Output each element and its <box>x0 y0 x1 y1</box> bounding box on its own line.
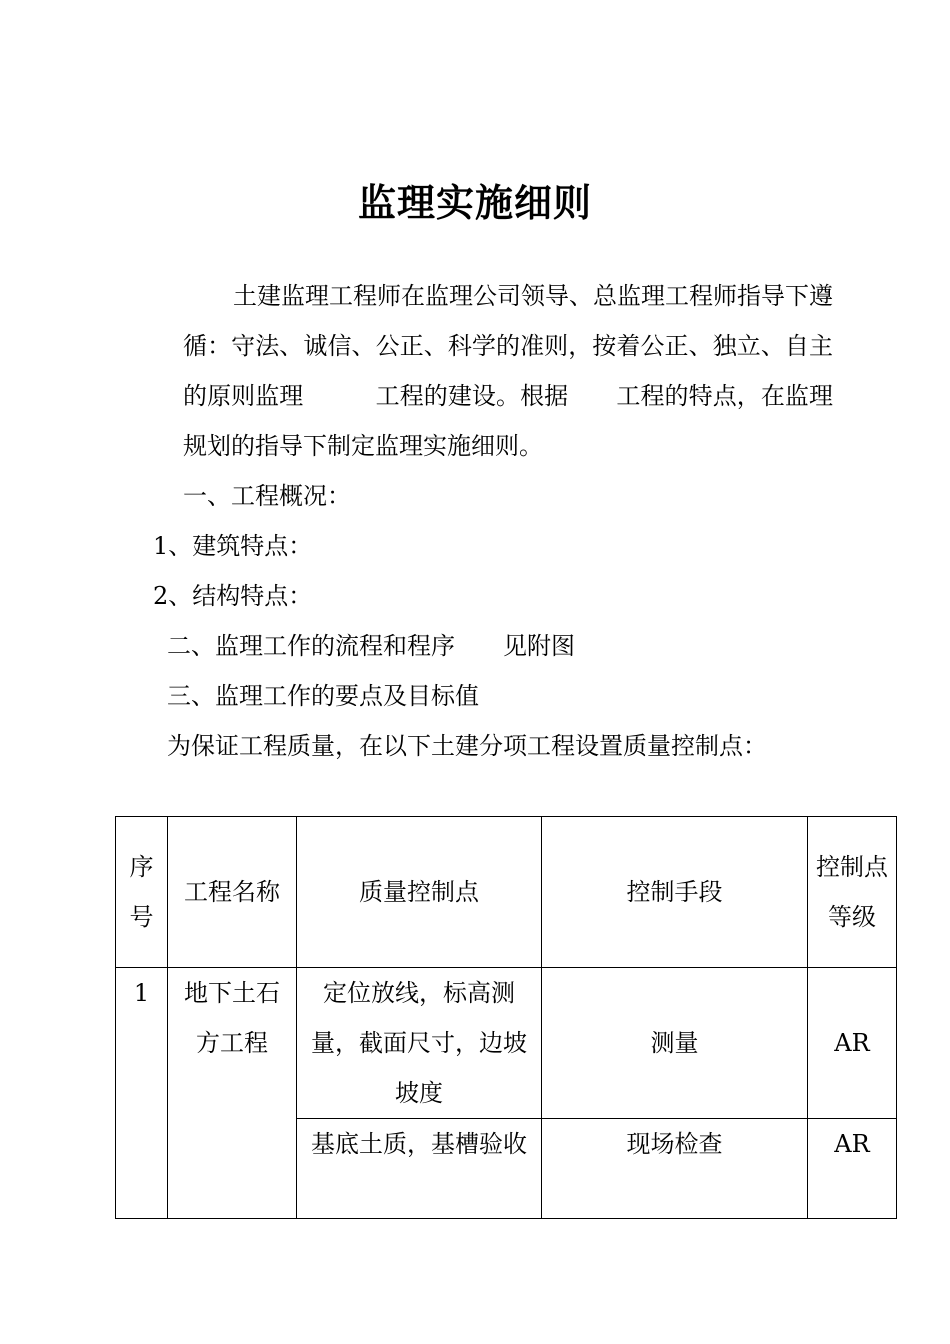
cell-project-name: 地下土石方工程 <box>168 968 297 1219</box>
section-heading-overview: 一、工程概况： <box>183 482 351 510</box>
cell-control-point: 定位放线，标高测量，截面尺寸，边坡坡度 <box>297 968 542 1119</box>
header-control-grade: 控制点等级 <box>808 817 897 968</box>
item-building-features: 1、建筑特点： <box>153 532 313 560</box>
cell-control-grade: AR <box>808 1119 897 1219</box>
cell-no: 1 <box>116 968 168 1219</box>
header-control-method: 控制手段 <box>542 817 808 968</box>
document-title: 监理实施细则 <box>357 181 592 225</box>
quality-control-table <box>115 816 897 1219</box>
item-structure-features: 2、结构特点： <box>153 582 313 610</box>
header-quality-control-point: 质量控制点 <box>297 817 542 968</box>
intro-text: 土建监理工程师在监理公司领导、总监理工程师指导下遵循：守法、诚信、公正、科学的准则，按着公正、独立、自主的原则监理 工程的建设。根据 工程的特点，在监理规划的指导下制定监理实施细则。 <box>183 282 833 460</box>
cell-control-point: 基底土质，基槽验收 <box>297 1119 542 1219</box>
cell-control-method: 现场检查 <box>542 1119 808 1219</box>
table-row <box>116 968 897 1119</box>
header-project-name: 工程名称 <box>168 817 297 968</box>
section-heading-key-points: 三、监理工作的要点及目标值 <box>167 682 479 710</box>
section-heading-workflow: 二、监理工作的流程和程序 见附图 <box>167 632 575 660</box>
cell-control-grade: AR <box>808 968 897 1119</box>
intro-paragraph <box>183 271 833 471</box>
cell-control-method: 测量 <box>542 968 808 1119</box>
header-no: 序号 <box>116 817 168 968</box>
table-header-row <box>116 817 897 968</box>
quality-control-statement: 为保证工程质量，在以下土建分项工程设置质量控制点： <box>167 732 767 760</box>
